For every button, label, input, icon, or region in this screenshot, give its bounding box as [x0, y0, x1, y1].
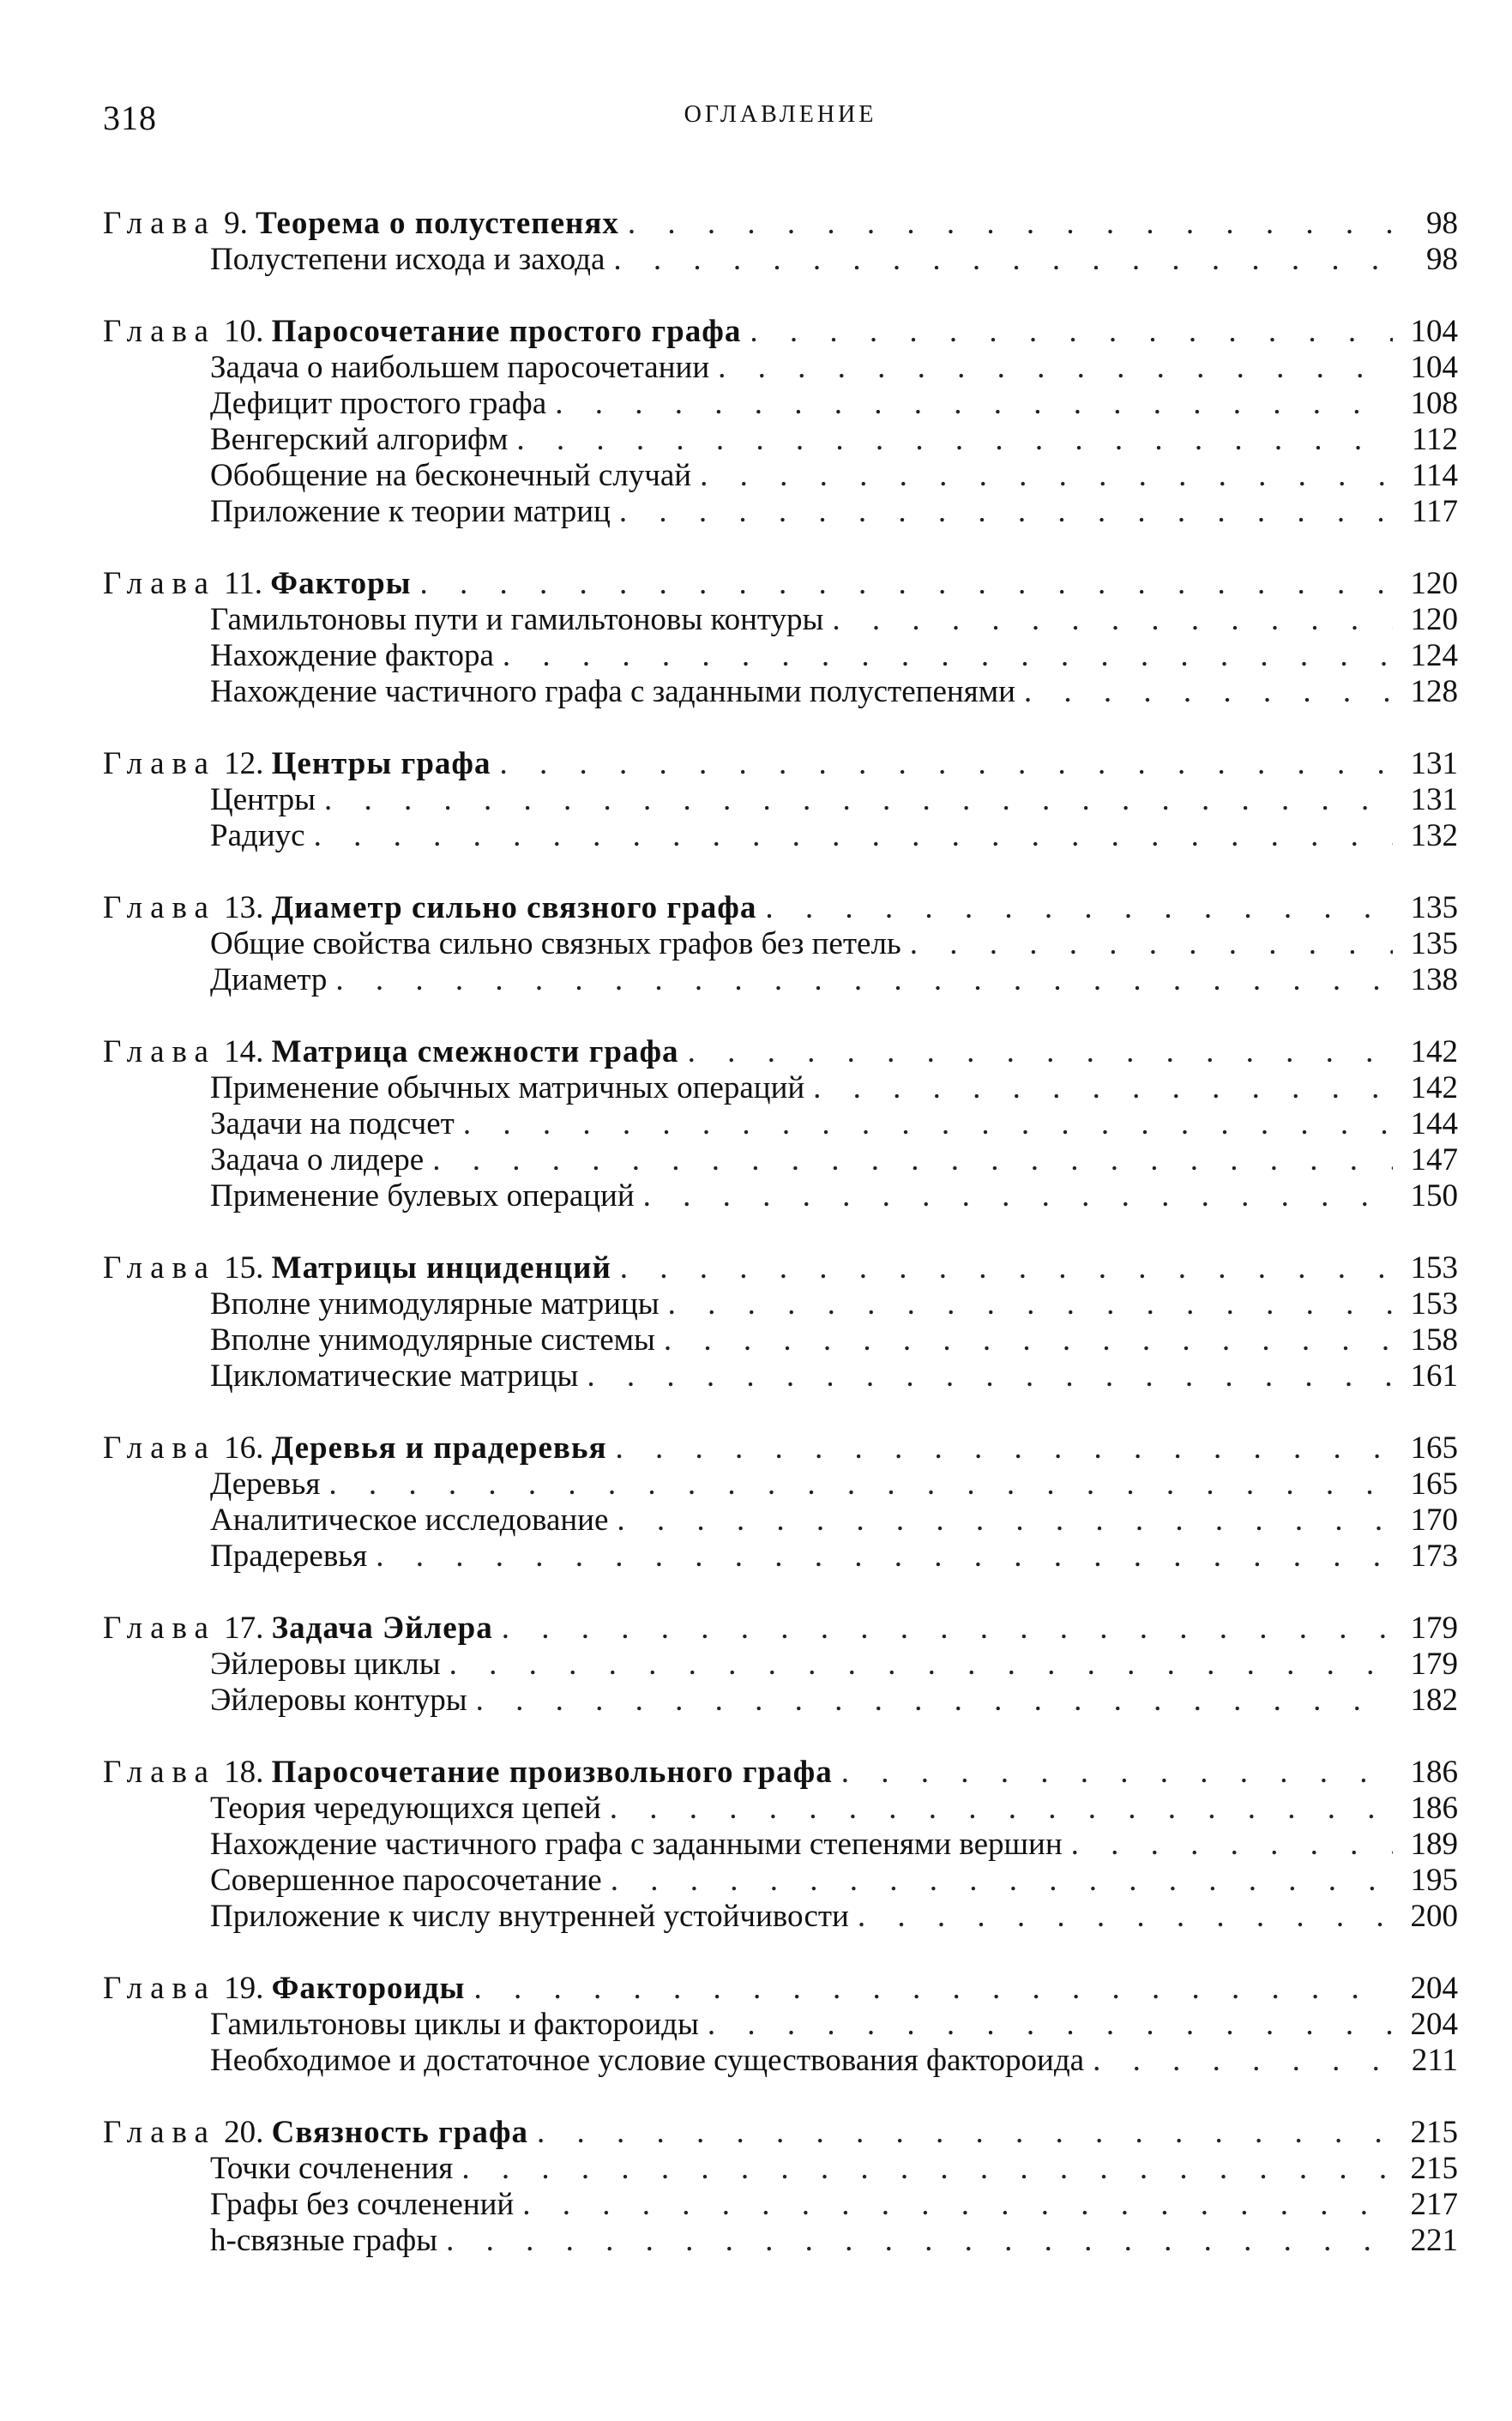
- section-entry[interactable]: [103, 962, 1458, 998]
- dot-leader: [813, 1070, 1393, 1106]
- section-title: Теория чередующихся цепей: [210, 1791, 601, 1826]
- dot-leader: [335, 962, 1393, 998]
- section-entry[interactable]: [103, 350, 1458, 386]
- section-title: Дефицит простого графа: [210, 386, 547, 421]
- section-entry[interactable]: [103, 1322, 1458, 1358]
- section-title: Прадеревья: [210, 1539, 368, 1574]
- chapter-entry[interactable]: [103, 1611, 1458, 1647]
- section-page-number: 153: [1410, 1286, 1458, 1322]
- chapter-heading: [103, 2115, 528, 2151]
- section-entry[interactable]: [103, 674, 1458, 710]
- chapter-entry[interactable]: [103, 1034, 1458, 1070]
- running-head: ОГЛАВЛЕНИЕ: [684, 101, 877, 128]
- dot-leader: [502, 1611, 1393, 1647]
- section-entry[interactable]: [103, 1899, 1458, 1935]
- chapter-block: [103, 314, 1458, 530]
- section-entry[interactable]: [103, 386, 1458, 422]
- section-page-number: 108: [1410, 386, 1458, 421]
- page-number: 318: [103, 99, 157, 137]
- dot-leader: [610, 1791, 1393, 1827]
- dot-leader: [832, 602, 1393, 638]
- section-title: h-связные графы: [210, 2223, 438, 2258]
- chapter-page-number: 131: [1410, 746, 1458, 781]
- chapter-label: Глава: [103, 1971, 216, 2006]
- section-entry[interactable]: [103, 1286, 1458, 1322]
- section-title: Применение булевых операций: [210, 1178, 635, 1214]
- dot-leader: [537, 2115, 1393, 2151]
- chapter-title: Связность графа: [271, 2115, 528, 2150]
- chapter-title: Факторы: [270, 566, 412, 601]
- section-entry[interactable]: [103, 2223, 1458, 2259]
- chapter-title: Деревья и прадеревья: [271, 1430, 607, 1466]
- chapter-title: Матрицы инциденций: [271, 1250, 611, 1286]
- chapter-label: Глава: [103, 1034, 216, 1069]
- dot-leader: [420, 566, 1393, 602]
- section-entry[interactable]: [103, 1647, 1458, 1683]
- chapter-page-number: 98: [1426, 206, 1458, 241]
- chapter-number: 18.: [224, 1755, 264, 1790]
- section-title: Графы без сочленений: [210, 2187, 515, 2222]
- chapter-page-number: 135: [1410, 890, 1458, 925]
- section-title: Приложение к числу внутренней устойчивости: [210, 1899, 849, 1934]
- chapter-title: Паросочетание произвольного графа: [271, 1755, 833, 1790]
- chapter-block: [103, 1034, 1458, 1214]
- section-page-number: 158: [1410, 1322, 1458, 1358]
- chapter-number: 17.: [224, 1611, 264, 1646]
- dot-leader: [668, 1286, 1393, 1322]
- section-entry[interactable]: [103, 2007, 1458, 2043]
- chapter-page-number: 142: [1410, 1034, 1458, 1069]
- dot-leader: [1024, 674, 1393, 710]
- chapter-entry[interactable]: [103, 890, 1458, 926]
- section-page-number: 217: [1410, 2187, 1458, 2222]
- chapter-heading: [103, 566, 412, 602]
- dot-leader: [446, 2223, 1393, 2259]
- section-title: Совершенное паросочетание: [210, 1863, 602, 1898]
- section-title: Вполне унимодулярные системы: [210, 1322, 655, 1358]
- section-entry[interactable]: [103, 422, 1458, 458]
- chapter-heading: [103, 1611, 493, 1647]
- chapter-number: 16.: [224, 1430, 264, 1466]
- dot-leader: [473, 1971, 1393, 2007]
- dot-leader: [522, 2187, 1393, 2223]
- chapter-title: Паросочетание простого графа: [271, 314, 742, 349]
- dot-leader: [615, 1430, 1393, 1466]
- toc-page: [103, 86, 1458, 2295]
- section-title: Венгерский алгорифм: [210, 422, 509, 457]
- chapter-block: [103, 1611, 1458, 1719]
- dot-leader: [628, 206, 1393, 242]
- section-title: Задача о лидере: [210, 1142, 425, 1177]
- section-entry[interactable]: [103, 1142, 1458, 1178]
- chapter-entry[interactable]: [103, 1430, 1458, 1466]
- section-entry[interactable]: [103, 1358, 1458, 1394]
- section-entry[interactable]: [103, 926, 1458, 962]
- chapter-number: 15.: [224, 1250, 264, 1286]
- section-page-number: 142: [1410, 1070, 1458, 1105]
- section-title: Обобщение на бесконечный случай: [210, 458, 692, 493]
- section-page-number: 170: [1410, 1503, 1458, 1538]
- section-page-number: 204: [1410, 2007, 1458, 2042]
- chapter-page-number: 186: [1410, 1755, 1458, 1790]
- section-title: Вполне унимодулярные матрицы: [210, 1286, 660, 1322]
- dot-leader: [617, 1503, 1393, 1539]
- dot-leader: [841, 1755, 1393, 1791]
- chapter-heading: [103, 1430, 606, 1466]
- section-page-number: 165: [1410, 1466, 1458, 1502]
- section-page-number: 114: [1411, 458, 1458, 493]
- chapter-label: Глава: [103, 206, 216, 241]
- dot-leader: [476, 1683, 1393, 1719]
- chapter-label: Глава: [103, 1430, 216, 1466]
- section-page-number: 186: [1410, 1791, 1458, 1826]
- section-page-number: 128: [1410, 674, 1458, 709]
- chapter-label: Глава: [103, 1250, 216, 1286]
- section-page-number: 104: [1410, 350, 1458, 385]
- section-title: Деревья: [210, 1466, 321, 1502]
- chapter-title: Фактороиды: [271, 1971, 466, 2006]
- chapter-block: [103, 746, 1458, 854]
- dot-leader: [1093, 2043, 1393, 2079]
- chapter-page-number: 165: [1410, 1430, 1458, 1466]
- chapter-label: Глава: [103, 314, 216, 349]
- dot-leader: [910, 926, 1393, 962]
- section-page-number: 117: [1411, 494, 1458, 529]
- chapter-block: [103, 2115, 1458, 2259]
- chapter-title: Теорема о полустепенях: [256, 206, 619, 241]
- chapter-heading: [103, 1755, 833, 1791]
- section-entry[interactable]: [103, 2151, 1458, 2187]
- chapter-heading: [103, 314, 741, 350]
- section-entry[interactable]: [103, 2043, 1458, 2079]
- section-page-number: 124: [1410, 638, 1458, 673]
- dot-leader: [664, 1322, 1393, 1358]
- dot-leader: [449, 1647, 1393, 1683]
- section-title: Гамильтоновы пути и гамильтоновы контуры: [210, 602, 824, 637]
- section-title: Эйлеровы контуры: [210, 1683, 467, 1718]
- section-entry[interactable]: [103, 1466, 1458, 1503]
- chapter-title: Центры графа: [271, 746, 491, 781]
- dot-leader: [619, 494, 1393, 530]
- section-title: Общие свойства сильно связных графов без петель: [210, 926, 901, 961]
- section-title: Цикломатические матрицы: [210, 1358, 579, 1394]
- chapter-label: Глава: [103, 566, 216, 601]
- dot-leader: [324, 782, 1393, 818]
- section-entry[interactable]: [103, 1070, 1458, 1106]
- chapter-title: Задача Эйлера: [271, 1611, 493, 1646]
- section-page-number: 211: [1411, 2043, 1458, 2078]
- section-title: Нахождение частичного графа с заданными полустепенями: [210, 674, 1015, 709]
- chapter-number: 12.: [224, 746, 264, 781]
- chapter-label: Глава: [103, 2115, 216, 2150]
- section-entry[interactable]: [103, 602, 1458, 638]
- section-title: Гамильтоновы циклы и фактороиды: [210, 2007, 699, 2042]
- chapter-entry[interactable]: [103, 746, 1458, 782]
- section-page-number: 147: [1410, 1142, 1458, 1177]
- section-entry[interactable]: [103, 638, 1458, 674]
- chapter-label: Глава: [103, 1755, 216, 1790]
- chapter-number: 11.: [224, 566, 263, 601]
- chapter-number: 20.: [224, 2115, 264, 2150]
- section-entry[interactable]: [103, 1863, 1458, 1899]
- chapter-entry[interactable]: [103, 1755, 1458, 1791]
- section-title: Диаметр: [210, 962, 328, 997]
- section-entry[interactable]: [103, 494, 1458, 530]
- chapter-heading: [103, 206, 619, 242]
- chapter-entry[interactable]: [103, 1250, 1458, 1286]
- dot-leader: [503, 638, 1393, 674]
- dot-leader: [765, 890, 1393, 926]
- chapter-heading: [103, 1250, 611, 1286]
- dot-leader: [718, 350, 1393, 386]
- section-page-number: 173: [1410, 1539, 1458, 1574]
- section-entry[interactable]: [103, 818, 1458, 854]
- dot-leader: [643, 1178, 1393, 1214]
- section-title: Нахождение фактора: [210, 638, 494, 673]
- section-page-number: 98: [1426, 242, 1458, 277]
- section-page-number: 112: [1411, 422, 1458, 457]
- section-entry[interactable]: [103, 1106, 1458, 1142]
- chapter-block: [103, 1430, 1458, 1575]
- chapter-title: Матрица смежности графа: [271, 1034, 679, 1069]
- dot-leader: [587, 1358, 1393, 1394]
- section-page-number: 182: [1410, 1683, 1458, 1718]
- chapter-entry[interactable]: [103, 2115, 1458, 2151]
- dot-leader: [461, 2151, 1393, 2187]
- chapter-page-number: 104: [1410, 314, 1458, 349]
- chapter-block: [103, 206, 1458, 278]
- dot-leader: [463, 1106, 1393, 1142]
- chapter-block: [103, 1755, 1458, 1935]
- dot-leader: [620, 1250, 1393, 1286]
- section-page-number: 120: [1410, 602, 1458, 637]
- dot-leader: [613, 242, 1393, 278]
- chapter-number: 13.: [224, 890, 264, 925]
- chapter-entry[interactable]: [103, 314, 1458, 350]
- dot-leader: [314, 818, 1393, 854]
- section-entry[interactable]: [103, 782, 1458, 818]
- section-entry[interactable]: [103, 1178, 1458, 1214]
- section-page-number: 161: [1410, 1358, 1458, 1394]
- dot-leader: [611, 1863, 1393, 1899]
- chapter-number: 9.: [224, 206, 248, 241]
- chapter-block: [103, 890, 1458, 998]
- dot-leader: [858, 1899, 1393, 1935]
- section-title: Точки сочленения: [210, 2151, 454, 2186]
- section-page-number: 150: [1410, 1178, 1458, 1214]
- section-entry[interactable]: [103, 1683, 1458, 1719]
- chapter-heading: [103, 890, 756, 926]
- chapter-entry[interactable]: [103, 566, 1458, 602]
- chapter-label: Глава: [103, 1611, 216, 1646]
- chapter-entry[interactable]: [103, 1971, 1458, 2007]
- section-title: Радиус: [210, 818, 305, 853]
- section-title: Необходимое и достаточное условие существования фактороида: [210, 2043, 1085, 2078]
- section-page-number: 179: [1410, 1647, 1458, 1682]
- chapter-title: Диаметр сильно связного графа: [271, 890, 757, 925]
- chapter-heading: [103, 1971, 465, 2007]
- section-entry[interactable]: [103, 242, 1458, 278]
- chapter-block: [103, 1250, 1458, 1394]
- section-page-number: 131: [1410, 782, 1458, 817]
- dot-leader: [555, 386, 1393, 422]
- section-entry[interactable]: [103, 458, 1458, 494]
- section-page-number: 138: [1410, 962, 1458, 997]
- chapter-number: 14.: [224, 1034, 264, 1069]
- page-header: [103, 86, 1458, 154]
- chapter-block: [103, 1971, 1458, 2079]
- section-title: Аналитическое исследование: [210, 1503, 609, 1538]
- chapter-page-number: 179: [1410, 1611, 1458, 1646]
- chapter-entry[interactable]: [103, 206, 1458, 242]
- dot-leader: [750, 314, 1393, 350]
- chapter-page-number: 153: [1410, 1250, 1458, 1286]
- dot-leader: [688, 1034, 1393, 1070]
- chapter-block: [103, 566, 1458, 710]
- dot-leader: [516, 422, 1393, 458]
- chapter-heading: [103, 746, 491, 782]
- dot-leader: [700, 458, 1393, 494]
- chapter-number: 10.: [224, 314, 264, 349]
- section-title: Задача о наибольшем паросочетании: [210, 350, 710, 385]
- chapter-label: Глава: [103, 890, 216, 925]
- chapter-label: Глава: [103, 746, 216, 781]
- section-page-number: 200: [1410, 1899, 1458, 1934]
- dot-leader: [376, 1539, 1393, 1575]
- section-page-number: 189: [1410, 1827, 1458, 1862]
- chapter-number: 19.: [224, 1971, 264, 2006]
- chapter-heading: [103, 1034, 679, 1070]
- section-page-number: 221: [1410, 2223, 1458, 2258]
- section-title: Применение обычных матричных операций: [210, 1070, 805, 1105]
- dot-leader: [1071, 1827, 1393, 1863]
- chapter-page-number: 204: [1410, 1971, 1458, 2006]
- section-page-number: 195: [1410, 1863, 1458, 1898]
- section-title: Нахождение частичного графа с заданными степенями вершин: [210, 1827, 1063, 1862]
- dot-leader: [500, 746, 1394, 782]
- section-title: Эйлеровы циклы: [210, 1647, 441, 1682]
- chapter-page-number: 215: [1410, 2115, 1458, 2150]
- section-entry[interactable]: [103, 2187, 1458, 2223]
- section-page-number: 132: [1410, 818, 1458, 853]
- section-title: Центры: [210, 782, 316, 817]
- section-title: Приложение к теории матриц: [210, 494, 611, 529]
- section-entry[interactable]: [103, 1503, 1458, 1539]
- chapter-page-number: 120: [1410, 566, 1458, 601]
- section-title: Полустепени исхода и захода: [210, 242, 605, 277]
- section-page-number: 144: [1410, 1106, 1458, 1141]
- dot-leader: [708, 2007, 1393, 2043]
- section-entry[interactable]: [103, 1791, 1458, 1827]
- section-page-number: 135: [1410, 926, 1458, 961]
- section-title: Задачи на подсчет: [210, 1106, 455, 1141]
- section-entry[interactable]: [103, 1827, 1458, 1863]
- section-entry[interactable]: [103, 1539, 1458, 1575]
- table-of-contents: [103, 206, 1458, 2259]
- dot-leader: [328, 1466, 1393, 1503]
- dot-leader: [432, 1142, 1393, 1178]
- section-page-number: 215: [1410, 2151, 1458, 2186]
